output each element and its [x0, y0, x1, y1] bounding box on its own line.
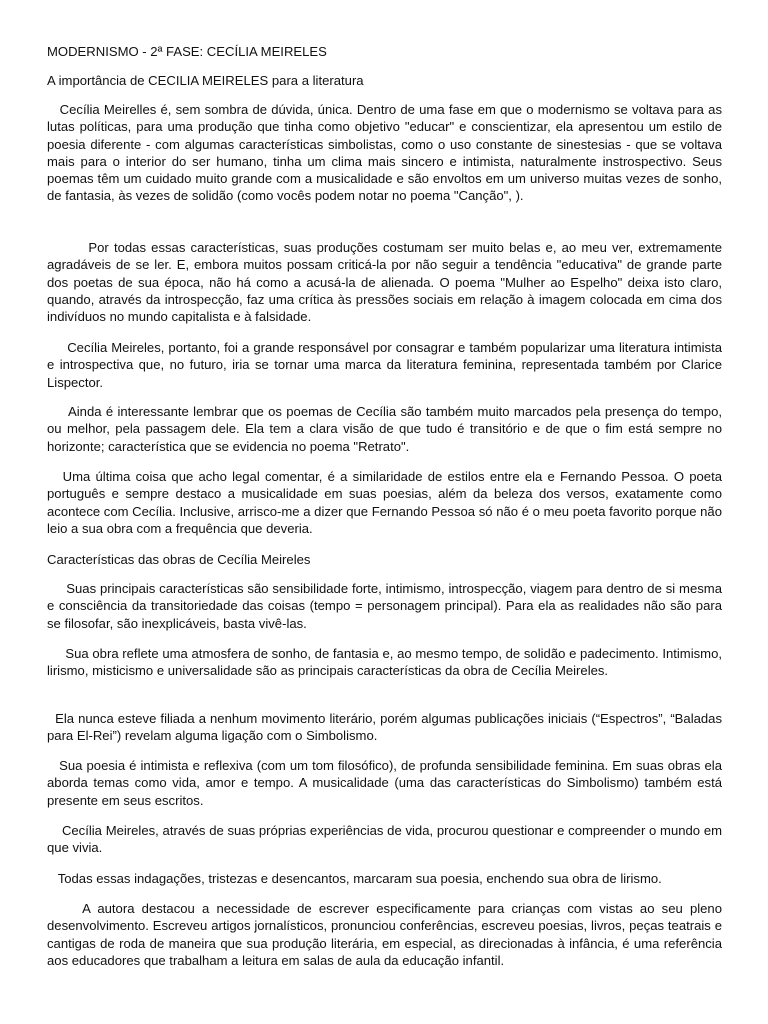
paragraph: Cecília Meireles, através de suas próprias experiências de vida, procurou questionar e compreender o mundo em que vivia. — [47, 823, 723, 856]
document-title: MODERNISMO - 2ª FASE: CECÍLIA MEIRELES — [47, 44, 327, 59]
paragraph: Ainda é interessante lembrar que os poemas de Cecília são também muito marcados pela presença do tempo, ou melhor, pela passagem dele. Ela tem a clara visão de que tudo é transitório e de que o fim está sempre no horizonte; característica que se evidencia no poema "Retrato". — [47, 404, 723, 454]
paragraph: Cecília Meirelles é, sem sombra de dúvida, única. Dentro de uma fase em que o modernismo se voltava para as lutas políticas, para uma produção que tinha como objetivo "educar" e conscientizar, ela apresentou um estilo de poesia diferente - com algumas características simbolistas, como o uso constante de sinestesias - que se voltava mais para o interior do ser humano, tinha um clima mais sincero e intimista, naturalmente instrospectivo. Seus poemas têm um cuidado muito grande com a musicalidade e são envoltos em um universo muitas vezes de sonho, de fantasia, às vezes de solidão (como vocês podem notar no poema "Canção", ). — [47, 102, 722, 204]
paragraph: Cecília Meireles, portanto, foi a grande responsável por consagrar e também popularizar uma literatura intimista e introspectiva que, no futuro, iria se tornar uma marca da literatura feminina, representada também por Clarice Lispector. — [47, 340, 722, 390]
paragraph: A autora destacou a necessidade de escrever especificamente para crianças com vistas ao seu pleno desenvolvimento. Escreveu artigos jornalísticos, pronunciou conferências, escreveu poesias, livros, peças teatrais e cantigas de roda de maneira que sua produção literária, em especial, as direcionadas à infância, é uma referência aos educadores que trabalham a leitura em salas de aula da educação infantil. — [47, 901, 722, 968]
paragraph: Suas principais características são sensibilidade forte, intimismo, introspecção, viagem para dentro de si mesma e consciência da transitoriedade das coisas (tempo = personagem principal). Para ela as realidades não são para se filosofar, são inexplicáveis, basta vivê-las. — [47, 581, 722, 631]
paragraph: Todas essas indagações, tristezas e desencantos, marcaram sua poesia, enchendo sua obra de lirismo. — [57, 871, 662, 886]
paragraph: Ela nunca esteve filiada a nenhum movimento literário, porém algumas publicações iniciais (“Espectros”, “Baladas para El-Rei”) revelam alguma ligação com o Simbolismo. — [47, 711, 722, 744]
section-heading-characteristics: Características das obras de Cecília Meireles — [47, 552, 311, 567]
paragraph: Sua poesia é intimista e reflexiva (com um tom filosófico), de profunda sensibilidade feminina. Em suas obras ela aborda temas como vida, amor e tempo. A musicalidade (uma das características do Simbolismo) também está presente em seus escritos. — [47, 758, 722, 808]
paragraph: Sua obra reflete uma atmosfera de sonho, de fantasia e, ao mesmo tempo, de solidão e padecimento. Intimismo, lirismo, misticismo e universalidade são as principais características da obra de Cecília Meireles. — [47, 646, 722, 679]
paragraph: Por todas essas características, suas produções costumam ser muito belas e, ao meu ver, extremamente agradáveis de se ler. E, embora muitos possam criticá-la por não seguir a tendência "educativa" de grande parte dos poetas de sua época, não há como a acusá-la de alienada. O poema "Mulher ao Espelho" deixa isto claro, quando, através da introspecção, faz uma crítica às pressões sociais em relação à imagem colocada em cima dos indivíduos no mundo capitalista e à falsidade. — [47, 240, 723, 325]
section-heading-importance: A importância de CECILIA MEIRELES para a literatura — [47, 73, 364, 88]
paragraph: Uma última coisa que acho legal comentar, é a similaridade de estilos entre ela e Fernando Pessoa. O poeta português e sempre destaco a musicalidade em suas poesias, além da beleza dos versos, exatamente como acontece com Cecília. Inclusive, arrisco-me a dizer que Fernando Pessoa só não é o meu poeta favorito porque não leio a sua obra com a frequência que deveria. — [47, 469, 722, 536]
